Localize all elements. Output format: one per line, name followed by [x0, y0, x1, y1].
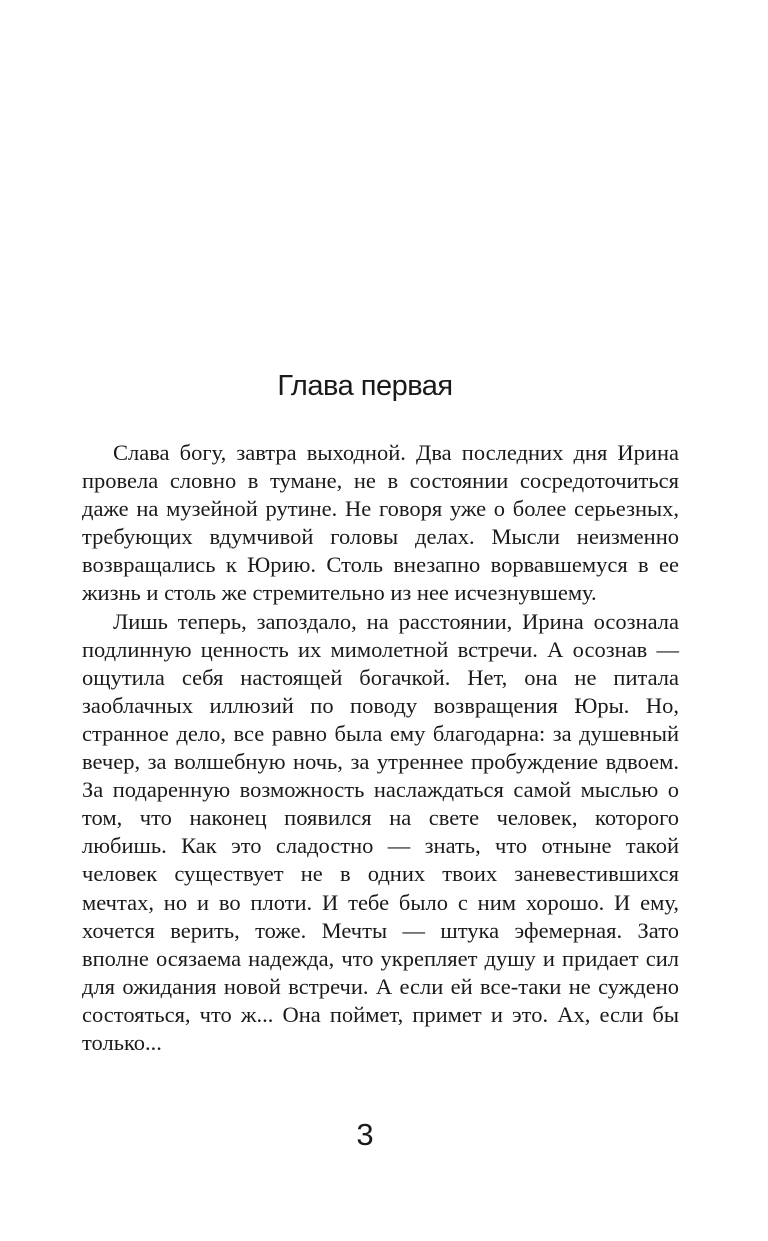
paragraph: Лишь теперь, запоздало, на расстоянии, Ирина осознала подлинную ценность их мимолетной встречи. А осознав — ощутила себя настоящей богачкой. Нет, она не питала заоблачных иллюзий по поводу возвращения Юры. Но, странное дело, все равно была ему благодарна: за душевный вечер, за волшебную ночь, за утреннее пробуждение вдвоем. За подаренную возможность наслаждаться самой мыслью о том, что наконец появился на свете человек, которого любишь. Как это сладостно — знать, что отныне такой человек существует не в одних твоих заневестившихся мечтах, но и во плоти. И тебе было с ним хорошо. И ему, хочется верить, тоже. Мечты — штука эфемерная. Зато вполне осязаема надежда, что укрепляет душу и придает сил для ожидания новой встречи. А если ей все-таки не суждено состояться, что ж... Она поймет, примет и это. Ах, если бы только...: [82, 608, 679, 1055]
paragraph: Слава богу, завтра выходной. Два последних дня Ирина провела словно в тумане, не в состоянии сосредоточиться даже на музейной рутине. Не говоря уже о более серьезных, требующих вдумчивой головы делах. Мысли неизменно возвращались к Юрию. Столь внезапно ворвавшемуся в ее жизнь и столь же стремительно из нее исчезнувшему.: [82, 440, 679, 606]
page-number: 3: [356, 1117, 374, 1152]
chapter-body: [82, 439, 679, 1057]
chapter-title: Глава первая: [277, 370, 453, 402]
